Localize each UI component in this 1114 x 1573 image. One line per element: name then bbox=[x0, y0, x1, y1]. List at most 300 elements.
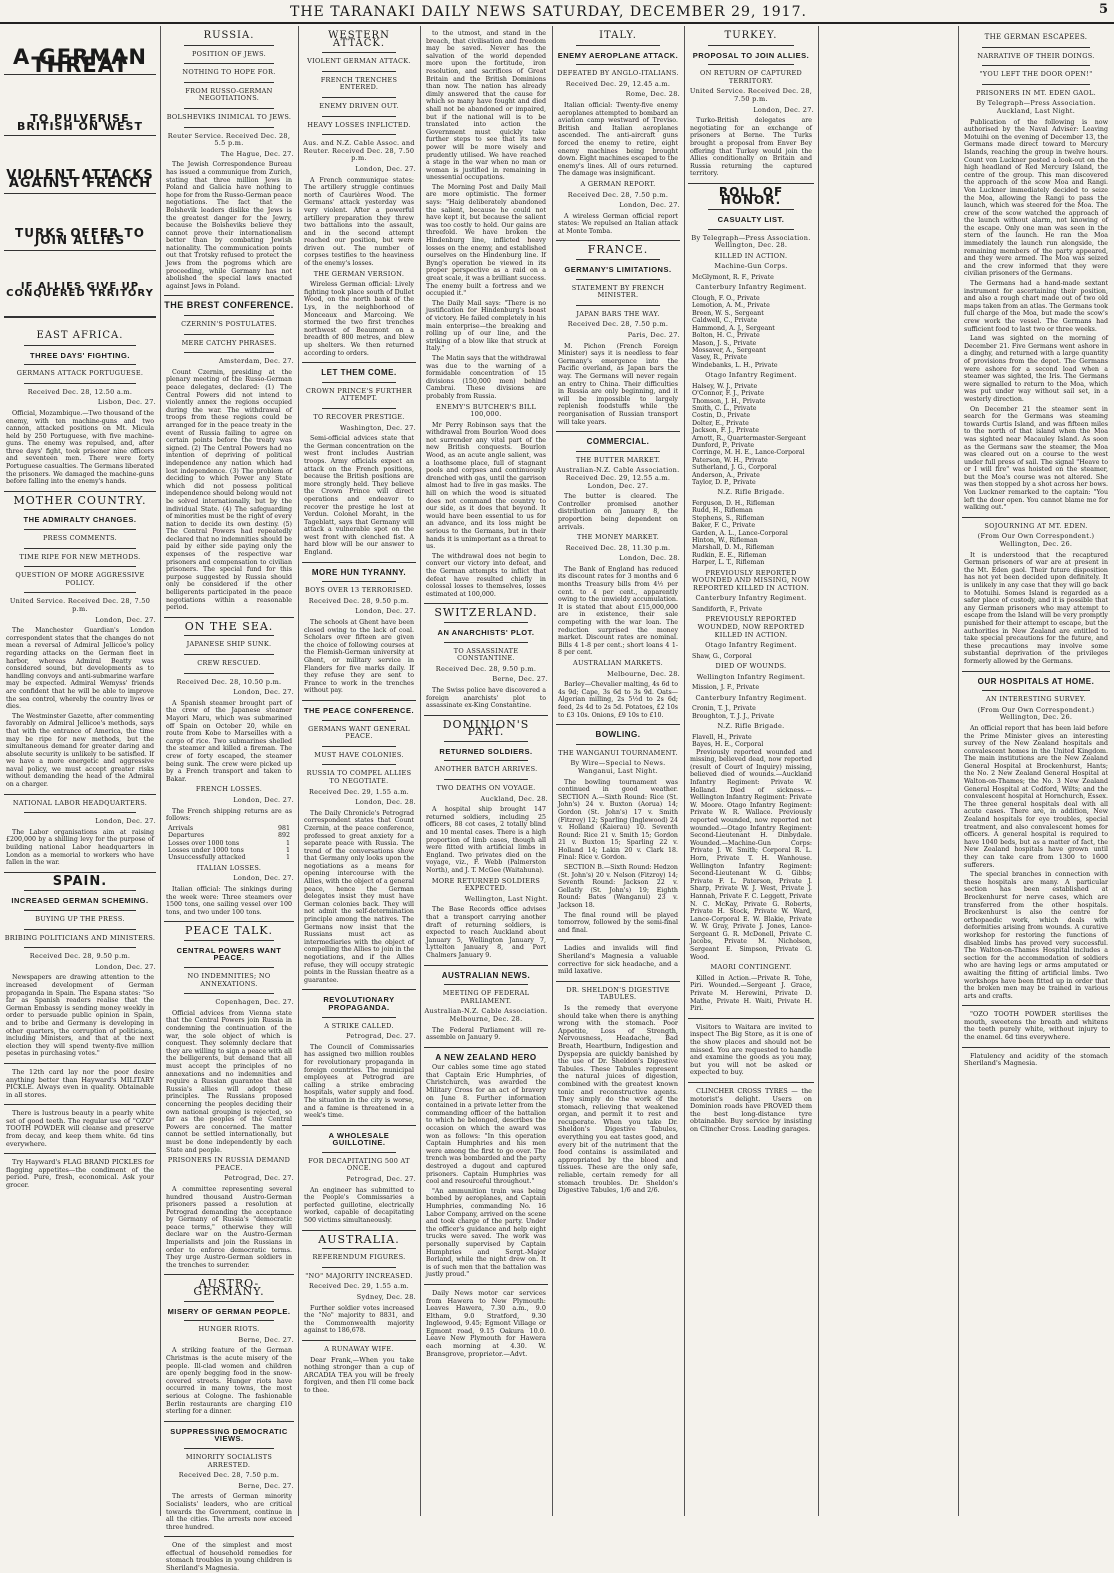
heading-roll-of-honor: ROLL OF HONOR. bbox=[718, 184, 784, 207]
column-4 bbox=[424, 26, 548, 1516]
dateline-place: Berne, Dec. 27. bbox=[492, 675, 548, 684]
list-item: Cronin, T. J., Private bbox=[692, 705, 756, 713]
list-item: Dolter, E., Private bbox=[692, 419, 749, 427]
heading-suppressing-views: SUPPRESSING DEMOCRATIC VIEWS. bbox=[170, 1426, 288, 1444]
article-text: SECTION B.—Sixth Round: Hedzon (St. John's) 20 v. Nelson (Fitzroy) 14; Seventh Round: Jackson 22 v. Gellatly (St. John's) 19; Eighth Round: Bates (Wanganui) 23 v. Jackson 18. bbox=[558, 864, 678, 910]
divider bbox=[556, 724, 680, 725]
article-text: Semi-official advices state that the German concentration on the west front includes Austrian troops. Army officials expect an attack on the French positions, because the British positions are more strongly held. They believe the Crown Prince will direct operations and endeavor to recover the prestige he lost at Verdun. Colonel Moraht, in the Tageblatt, says that Germany will attack a vulnerable spot on the west front with clenched fist. A hard blow will be our answer to England. bbox=[304, 435, 414, 557]
subheading: GERMANS ATTACK PORTUGUESE. bbox=[16, 369, 144, 378]
subheading: SOJOURNING AT MT. EDEN. bbox=[984, 521, 1088, 530]
advertisement: Visitors to Waitara are invited to inspect The Big Store, as it is one of the show places and should not be missed. You are requested to handle and examine the goods as you may, but you will not be asked or expected to buy. bbox=[690, 1022, 812, 1077]
subheading: GERMANY'S LIMITATIONS. bbox=[564, 265, 672, 275]
subheading: NOTHING TO HOPE FOR. bbox=[182, 68, 276, 77]
heading-german-escapees: THE GERMAN ESCAPEES. bbox=[984, 33, 1088, 41]
divider bbox=[184, 108, 274, 109]
heading-turkey: TURKEY. bbox=[724, 30, 778, 41]
divider bbox=[322, 408, 396, 409]
divider bbox=[322, 52, 396, 53]
list-item: Costin, D., Private bbox=[692, 412, 751, 420]
advertisement: Is the remedy that everyone should take when there is anything wrong with the stomach. Poor Appetite, Loss of Strength, Nervousness, Headache, Bad Breath, Heartburn, Indigestion and Dyspepsia are quickly banished by the use of Dr. Sheldon's Digestive Tabules. These Tabules represent the natural juices of digestion, combined with the greatest known tonic and reconstructive agents. They simply do the work of the stomach, relieving that weakened organ, and permit it to rest and recuperate. When you take Dr. Sheldon's Digestive Tabules, everything you eat tastes good, and every bit of the nutriment that the food contains is assimilated and appropriated by the blood and tissues. These are the only safe, reliable, certain remedy for all stomach troubles. Dr. Sheldon's Digestive Tabules, 1/6 and 2/6. bbox=[558, 1003, 678, 1195]
subheading: DIED OF WOUNDS. bbox=[715, 662, 787, 671]
dateline-place: London, Dec. 28. bbox=[619, 554, 680, 563]
subheading: MEETING OF FEDERAL PARLIAMENT. bbox=[442, 989, 530, 1005]
table-cell-value: 1 bbox=[285, 854, 290, 862]
heading-commercial: COMMERCIAL. bbox=[586, 437, 650, 447]
unit-name: Canterbury Infantry Regiment. bbox=[695, 283, 807, 292]
divider bbox=[184, 82, 274, 83]
heading-australian-news: AUSTRALIAN NEWS. bbox=[441, 970, 531, 980]
list-item: Mossaver, A., Sergeant bbox=[692, 346, 766, 354]
divider bbox=[576, 45, 660, 46]
divider bbox=[302, 989, 416, 990]
divider bbox=[24, 812, 136, 813]
headline-conquered-territory: IF ALLIES GIVE UP CONQUERED TRRITORY bbox=[6, 280, 154, 300]
article-text: The Base Records office advises that a transport carrying another draft of returning soldiers, is expected to reach Auckland about January 5, Wellington January 7, Lyttelton January 8, and Port Chalmers January 9. bbox=[426, 906, 546, 959]
subheading: VIOLENT GERMAN ATTACK. bbox=[307, 57, 411, 66]
article-text: An engineer has submitted to the People's Commissaries a perfected guillotine, electrically worked, capable of decapitating 500 victims simultaneously. bbox=[304, 1186, 414, 1225]
column-rule bbox=[298, 26, 299, 1516]
article-text: Previously reported wounded and missing, believed dead, now reported (result of Court of Inquiry) missing, believed died of wounds.—Auckland Infantry Regiment: Private W. Holland. Died of sickness.—Wellington Infantry Regiment: Private W. Moore. Otago Infantry Regiment: Private W. R. Wallace. Previously reported wounded, now reported not wounded.—Otago Infantry Regiment: Second-Lieutenant H. Dinbydale. Wounded.—Machine-Gun Corps: Private J. W. Smith; Corporal R. L. Horn, Private T. H. Wanhouse. Wellington Infantry Regiment: Second-Lieutenant W. G. Gibbs; Private F. L. Paterson, Private J. Sharp, Private W. J. West, Private J. Hannah, Private F. C. Leggett, Private N. C. McKay, Private G. Roberts, Private H. Stock, Private W. Ward, Lance-Corporal E. W. Blakie, Private W. W. Gray, Private J. Jones, Lance-Sergeant G. R. McDonell, Private C. Jacobs, Private M. Nicholson, Sergeant E. Simpson, Private G. Wood. bbox=[690, 748, 812, 961]
article-text: A striking feature of the German Christmas is the acute misery of the people. Ill-clad women and children are openly begging food in the snow-covered streets. Hunger riots have occurred in many towns, the most serious at Cologne. The fashionable Berlin restaurants are charging £10 sterling for a dinner. bbox=[166, 1347, 292, 1416]
article-text: M. Pichon (French Foreign Minister) says it is needless to fear Germany's emergence into the Pacific overland, as Japan bars the way. The Germans will never regain an entry to China. Their difficulties in Russia are only beginning, and it will be impossible to largely replenish foodstuffs while the reorganisation of Russian transport will take years. bbox=[558, 342, 678, 426]
list-item: Corringe, M. H. E., Lance-Corporal bbox=[692, 449, 805, 457]
article-text: A wireless German official report states: We repulsed an Italian attack at Monte Tomba. bbox=[558, 212, 678, 235]
subheading: CREW RESCUED. bbox=[197, 659, 261, 667]
dateline: Received Dec. 28, 9.50 p.m. bbox=[308, 596, 410, 605]
divider bbox=[708, 229, 794, 230]
subheading: PRISONERS IN RUSSIA DEMAND PEACE. bbox=[167, 1156, 291, 1172]
heading-switzerland: SWITZERLAND. bbox=[434, 606, 538, 620]
divider bbox=[576, 305, 660, 306]
divider bbox=[688, 183, 814, 184]
headline-german-threat: A GERMAN THREAT bbox=[12, 45, 148, 77]
dateline: United Service. Received Dec. 28, 7.50 p.m. bbox=[9, 597, 151, 613]
subheading: ANOTHER BATCH ARRIVES. bbox=[434, 765, 538, 774]
subheading: TIME RIPE FOR NEW METHODS. bbox=[19, 552, 141, 561]
masthead-title: THE TARANAKI DAILY NEWS SATURDAY, DECEMBER 29, 1917. bbox=[290, 4, 807, 20]
article-text: The Westminster Gazette, after commenting favorably on Admiral Jellicoe's methods, says that with the entrance of America, the time may be ripe for new methods, but the simultaneous demand for greater daring and absolute security is unlikely to be satisfied. If we have a more energetic and aggressive naval policy, we must accept greater risks without demanding the head of the Admiral on a charger. bbox=[6, 712, 154, 789]
heading-peace-conference: THE PEACE CONFERENCE. bbox=[303, 705, 415, 715]
subheading: BUYING UP THE PRESS. bbox=[35, 915, 125, 923]
shipping-returns-table bbox=[164, 825, 294, 862]
table-row bbox=[168, 825, 290, 832]
dateline: Received Dec. 28, 9.50 p.m. bbox=[29, 952, 131, 961]
subheading: DEFEATED BY ANGLO-ITALIANS. bbox=[557, 69, 679, 78]
dateline-place: The Hague, Dec. 27. bbox=[220, 149, 294, 158]
list-item: Arnott, R., Quartermaster-Sergeant bbox=[692, 434, 806, 442]
heading-brest-conference: THE BREST CONFERENCE. bbox=[164, 300, 294, 311]
divider bbox=[184, 1320, 274, 1321]
casualty-list bbox=[688, 653, 814, 660]
divider bbox=[322, 382, 396, 383]
divider bbox=[444, 779, 528, 780]
divider bbox=[982, 65, 1090, 66]
dateline-place: Lisbon, Dec. 27. bbox=[97, 398, 156, 407]
divider bbox=[982, 84, 1090, 85]
subheading: FRENCH TRENCHES ENTERED. bbox=[320, 75, 398, 92]
heading-nz-hero: A NEW ZEALAND HERO bbox=[435, 1052, 537, 1062]
divider bbox=[184, 352, 274, 353]
casualty-list bbox=[688, 606, 814, 613]
divider bbox=[576, 64, 660, 65]
dateline-place: London, Dec. 27. bbox=[95, 962, 156, 971]
divider bbox=[322, 116, 396, 117]
article-text: The Morning Post and Daily Mail are more optimistic. The former says: "Haig deliberately abandoned the salient, because he could not have kept it, but because the salient was too costly to hold. Our gains are threefold. We have broken the Hindenburg line, inflicted heavy losses on the enemy, and established ourselves on the Hindenburg line. If Byng's operation be viewed in its proper perspective as a raid on a great scale, it was a brilliant success. The enemy built a fortress and we occupied it." bbox=[426, 183, 546, 298]
unit-name: Otago Infantry Regiment. bbox=[705, 641, 797, 650]
dateline-place: London, Dec. 28. bbox=[355, 798, 416, 807]
unit-name: Canterbury Infantry Regiment. bbox=[695, 693, 807, 702]
dateline-place: (From Our Own Correspondent.) Wellington, Dec. 26. bbox=[977, 705, 1095, 722]
list-item: Breen, W. S., Sergeant bbox=[692, 309, 764, 317]
column-rule bbox=[552, 26, 553, 1516]
dateline: Received Dec. 28, 7.50 p.m. bbox=[178, 1471, 280, 1480]
heading-mother-country: MOTHER COUNTRY. bbox=[13, 493, 147, 507]
list-item: Mission, J. F., Private bbox=[692, 684, 760, 692]
divider bbox=[576, 744, 660, 745]
subheading: "YOU LEFT THE DOOR OPEN!" bbox=[979, 70, 1093, 79]
article-text: The schools at Ghent have been closed owing to the lack of coal. Scholars over fifteen are given the choice of following courses at the Flemish-German university at Ghent, or military service in Flanders for five marks daily. If they refuse they are sent to France to work in the trenches without pay. bbox=[304, 619, 414, 695]
unit-name: N.Z. Rifle Brigade. bbox=[717, 488, 785, 497]
article-text: Further soldier votes increased the "No" majority to 8831, and the Commonwealth majority against to 186,678. bbox=[304, 1304, 414, 1335]
dateline-place: Copenhagen, Dec. 27. bbox=[215, 998, 294, 1007]
list-item: Shaw, G., Corporal bbox=[692, 652, 752, 660]
subheading: HUNGER RIOTS. bbox=[198, 1325, 260, 1334]
list-item: Flavell, H., Private bbox=[692, 733, 752, 741]
subheading: THE BUTTER MARKET. bbox=[575, 455, 661, 464]
advertisement: CLINCHER CROSS TYRES — the motorist's delight. Users on Dominion roads have PROVED them the best long-distance tyre obtainable. Buy service by insisting on Clincher Cross. Leading garages. bbox=[690, 1086, 812, 1133]
dateline-place: London, Dec. 27. bbox=[233, 795, 294, 804]
dateline: Received Dec. 28, 10.50 p.m. bbox=[176, 677, 282, 686]
divider bbox=[444, 984, 528, 985]
advertisement: Ladies and invalids will find Sheriland's Magnesia a valuable corrective for sick headache, and a mild laxative. bbox=[558, 944, 678, 976]
dateline-place: London, Dec. 27. bbox=[355, 607, 416, 616]
dateline: Received Dec. 28, 9.50 p.m. bbox=[435, 664, 537, 673]
subheading: INCREASED GERMAN SCHEMING. bbox=[11, 896, 149, 906]
article-text: An official report that has been laid before the Prime Minister gives an interesting survey of the New Zealand hospitals and convalescent homes in the United Kingdom. The main institutions are the New Zealand General Hospital at Brockenhurst, Hants; the No. 2 New Zealand General Hospital at Walton-on-Thames; the No. 3 New Zealand General Hospital at Codford, Wilts; and the convalescent hospital at Hornchurch, Essex. The three general hospitals deal with all acute cases. There are, in addition, New Zealand hospitals for eye troubles, special treatment, and also convalescent homes for officers. A general hospital is required to have 1040 beds, but as a matter of fact, the New Zealand hospitals have grown until they can take care from 1300 to 1600 sufferers. bbox=[964, 724, 1108, 869]
article-text: Turko-British delegates are negotiating for an exchange of prisoners at Berne. The Turks brought a proposal from Enver Bey offering that Turkey would join the Allies conditionally on Britain and Russia returning the captured territory. bbox=[690, 117, 812, 178]
subheading: MERE CATCHY PHRASES. bbox=[181, 338, 277, 347]
article-text: Italian official: Twenty-five enemy aeroplanes attempted to bombard an aviation camp westward of Treviso. British and Italian aeroplanes ascended. The anti-aircraft guns forced the enemy to retire, eight enemy machines being brought down. Eight machines escaped to the enemy's lines. All of ours returned. The damage was insignificant. bbox=[558, 101, 678, 178]
advertisement: There is lustrous beauty in a pearly white set of good teeth. The regular use of "OZO" TOOTH POWDER will cleanse and preserve from decay, and keep them white. 6d tins everywhere. bbox=[6, 1109, 154, 1148]
divider bbox=[556, 981, 680, 982]
divider bbox=[164, 1274, 294, 1275]
dateline: Reuter Service. Received Dec. 28, 5.5 p.m. bbox=[167, 131, 291, 148]
article-text: The arrests of German minority Socialists' leaders, who are critical towards the Government, continue in all the cities. The arrests now exceed three hundred. bbox=[166, 1493, 292, 1531]
list-item: Broughton, T. J. J., Private bbox=[692, 712, 775, 720]
dateline: Aus. and N.Z. Cable Assoc. and Reuter. Received Dec. 28, 7.50 p.m. bbox=[303, 139, 415, 163]
advertisement: Try Hayward's FLAG BRAND PICKLES for flagging appetites—the condiment of the period. Pure, fresh, economical. Ask your grocer. bbox=[6, 1158, 154, 1190]
advertisement: Flatulency and acidity of the stomach Sheriland's Magnesia. bbox=[964, 1051, 1108, 1068]
subheading: CASUALTY LIST. bbox=[717, 215, 785, 225]
column-6 bbox=[688, 26, 814, 1516]
heading-peace-talk: PEACE TALK. bbox=[184, 924, 274, 938]
list-item: Thomson, J. H., Private bbox=[692, 397, 766, 405]
subheading: MUST HAVE COLONIES. bbox=[314, 750, 404, 759]
dateline-place: (From Our Own Correspondent.) Wellington, Dec. 26. bbox=[977, 532, 1095, 549]
list-item: Stephens, S., Rifleman bbox=[692, 514, 765, 522]
subheading: RUSSIA TO COMPEL ALLIES TO NEGOTIATE. bbox=[306, 769, 412, 785]
dateline-place: Petrograd, Dec. 27. bbox=[224, 1174, 294, 1183]
article-text: A hospital ship brought 147 returned soldiers, including 25 officers, 88 cot cases, 2 totally blind and 10 mental cases. There is a high proportion of limb cases, though all were fitted with artificial limbs in England. Two privates died on the voyage, viz., F. Webb (Palmerston North), and J. T. McGee (Waitahuna). bbox=[426, 806, 546, 874]
divider bbox=[576, 279, 660, 280]
article-text: The Manchester Guardian's London correspondent states that the changes do not mean a reversal of Admiral Jellicoe's policy regarding attacks on the German fleet in harbor, whereas Admiral Beatty was considered sound, but developments as to handling convoys and anti-submarine warfare may be expected. Admiral Wemyss' friends are confident that he will be able to improve the sea control, whereby the country lives or dies. bbox=[6, 627, 154, 711]
divider bbox=[556, 939, 680, 940]
article-text: The butter is cleared. The Controller promised another distribution on January 8, the proportion being dependent on arrivals. bbox=[558, 493, 678, 531]
divider bbox=[322, 764, 396, 765]
divider bbox=[4, 1153, 156, 1154]
table-row bbox=[168, 832, 290, 839]
subheading: NARRATIVE OF THEIR DOINGS. bbox=[977, 51, 1095, 60]
dateline-place: London, Dec. 27. bbox=[233, 688, 294, 697]
divider bbox=[424, 965, 548, 966]
dateline-place: London, Dec. 27. bbox=[233, 874, 294, 883]
divider bbox=[302, 700, 416, 701]
article-text: A committee representing several hundred thousand Austro-German prisoners passed a resolution at Petrograd demanding the acceptance by Germany of Russia's "democratic peace terms," otherwise they will declare war on the Austro-German Imperialists and join the Russians in order to enforce democratic terms. They urge Austro-German soldiers in the trenches to surrender. bbox=[166, 1185, 292, 1269]
advertisement: Daily News motor car services from Hawera to New Plymouth: Leaves Hawera, 7.30 a.m., 9.0 Eltham, 9.0 Stratford, 9.30 Inglewood, 9.45; Egmont Village or Egmont road, 9.15 Oakura 10.0. Leave New Plymouth for Hawera each morning at 4.30. W. Bransgrove, proprietor.—Advt. bbox=[426, 1288, 546, 1358]
divider bbox=[164, 617, 294, 618]
table-cell-label: Arrivals bbox=[168, 824, 194, 832]
list-item: Anderson, A., Private bbox=[692, 471, 760, 479]
page-number: 5 bbox=[1098, 2, 1108, 17]
list-item: Lemotion, A. M., Private bbox=[692, 302, 770, 310]
article-text: The Federal Parliament will re-assemble on January 9. bbox=[426, 1026, 546, 1042]
subheading: CROWN PRINCE'S FURTHER ATTEMPT. bbox=[305, 386, 413, 403]
divider bbox=[302, 1125, 416, 1126]
divider bbox=[322, 720, 396, 721]
divider bbox=[24, 509, 136, 510]
subheading: ENEMY'S BUTCHER'S BILL 100,000. bbox=[435, 402, 537, 419]
unit-name: Otago Infantry Regiment. bbox=[705, 371, 797, 380]
divider bbox=[184, 127, 274, 128]
divider bbox=[444, 642, 528, 643]
divider bbox=[184, 654, 274, 655]
casualty-list bbox=[688, 734, 814, 749]
divider bbox=[184, 635, 274, 636]
subheading: MORE RETURNED SOLDIERS EXPECTED. bbox=[431, 876, 541, 893]
subheading: A RUNAWAY WIFE. bbox=[324, 1344, 394, 1353]
list-item: Marshall, D. M., Rifleman bbox=[692, 544, 775, 552]
divider bbox=[424, 1047, 548, 1048]
heading-revolutionary-propaganda: REVOLUTIONARY PROPAGANDA. bbox=[323, 995, 395, 1012]
table-cell-value: 892 bbox=[277, 832, 290, 840]
subheading: AUSTRALIAN MARKETS. bbox=[572, 659, 664, 667]
divider bbox=[322, 71, 396, 72]
list-item: O'Connor, F. J., Private bbox=[692, 390, 764, 398]
divider bbox=[24, 383, 136, 384]
subheading: PRISONERS IN MT. EDEN GAOL. bbox=[975, 88, 1097, 97]
divider bbox=[4, 1104, 156, 1105]
dateline-place: By Wire—Special to News. Wanganui, Last Night. bbox=[570, 759, 666, 775]
table-cell-value: 981 bbox=[277, 824, 290, 832]
article-text: Official advices from Vienna state that the Central Powers join Russia in condemning the continuation of the war, the sole object of which is conquest. They solemnly declare that they are willing to sign a peace with all the belligerents, but demand that all must accept the principles of no annexations and no indemnities and require a Russian guarantee that all Russia's allies will adopt these principles. The Russians proposed concerning the peoples deciding their own national grouping is rejected, so far as the peoples of the Central Powers are concerned. The matter cannot be settled internationally, but must be done independently by each State and people. bbox=[166, 1009, 292, 1154]
column-7 bbox=[962, 26, 1110, 1516]
divider bbox=[302, 362, 416, 363]
divider bbox=[24, 364, 136, 365]
unit-name: N.Z. Rifle Brigade. bbox=[717, 722, 785, 731]
dateline-place: London, Dec. 27. bbox=[753, 105, 814, 114]
dateline: Received Dec. 28, 7.50 p.m. bbox=[567, 190, 669, 199]
subheading: TO RECOVER PRESTIGE. bbox=[313, 412, 405, 421]
divider bbox=[4, 794, 156, 795]
divider bbox=[24, 529, 136, 530]
subheading: A STRIKE CALLED. bbox=[324, 1021, 394, 1030]
divider bbox=[4, 316, 156, 318]
subheading: RETURNED SOLDIERS. bbox=[439, 746, 533, 756]
table-cell-value: 1 bbox=[285, 839, 290, 847]
unit-name: Machine-Gun Corps. bbox=[714, 262, 788, 271]
divider bbox=[962, 517, 1110, 518]
divider bbox=[184, 993, 274, 994]
divider bbox=[708, 45, 794, 46]
column-rule bbox=[160, 26, 161, 1516]
subheading: ENEMY AEROPLANE ATTACK. bbox=[557, 50, 679, 60]
subheading: A GERMAN REPORT. bbox=[580, 179, 656, 188]
article-text: "An ammunition train was being bombed by aeroplanes, and Captain Humphries, commanding No. 16 Labor Company, arrived on the scene and took charge of the party. Under the officer's guidance and help eight trucks were saved. The work was personally supervised by Captain Humphries and Sergt.-Major Borland, while the night drew on. It is of such men that the battalion was justly proud." bbox=[426, 1187, 546, 1279]
heading-italy: ITALY. bbox=[599, 30, 637, 41]
subheading: CZERNIN'S POSTULATES. bbox=[181, 320, 277, 329]
list-item: Halsey, W. J., Private bbox=[692, 382, 758, 390]
column-3 bbox=[302, 26, 416, 1516]
subheading: "NO" MAJORITY INCREASED. bbox=[305, 1271, 413, 1280]
list-item: Paterson, W. H., Private bbox=[692, 456, 768, 464]
subheading: POSITION OF JEWS. bbox=[191, 49, 267, 58]
table-cell-label: Unsuccessfully attacked bbox=[168, 854, 246, 862]
dateline-place: London, Dec. 27. bbox=[95, 817, 156, 826]
article-text: The Swiss police have discovered a foreign anarchists' plot to assassinate ex-King Constantine. bbox=[426, 686, 546, 710]
list-item: Rudd, H., Rifleman bbox=[692, 507, 753, 515]
advertisement: "OZO TOOTH POWDER sterilises the mouth, sweetens the breath and whitens the teeth purely white, without injury to the enamel. 6d tins everywhere. bbox=[964, 1010, 1108, 1042]
casualty-list bbox=[688, 500, 814, 567]
list-item: Baker, F. C., Private bbox=[692, 522, 756, 530]
subheading: HEAVY LOSSES INFLICTED. bbox=[307, 120, 411, 129]
divider bbox=[184, 673, 274, 674]
dateline-place: By Telegraph—Press Association. Auckland, Last Night. bbox=[976, 99, 1096, 115]
dateline: Received Dec. 29, 1.55 a.m. bbox=[308, 787, 410, 796]
article-text: The bowling tournament was continued in good weather. SECTION A.—Sixth Round: Rice (St. John's) 24 v. Buxton (Aorua) 14; Gordon (St. John's) 17 v. Smith (Fitzroy) 12; Sparling (Inglewood) 24 v. Holland (Kaierau) 10. Seventh Round: Rice 21 v. Smith 15; Gordon 21 v. Buxton 15; Sparling 22 v. Holland 14; Lakin 20 v. Clark 18. Final: Rice v. Gordon. bbox=[558, 778, 678, 862]
column-rule bbox=[818, 26, 819, 1516]
dateline: Received Dec. 28, 12.50 a.m. bbox=[27, 387, 133, 396]
unit-name: Wellington Infantry Regiment. bbox=[696, 672, 806, 681]
divider bbox=[322, 746, 396, 747]
article-text: Wireless German official: Lively fighting took place south of Dullet Wood, on the north bank of the Lys, in the neighborhood of Monceaux and Marcoing. We stormed the two first trenches northwest of Beaumont on a breadth of 800 metres, and blew up shelters. We then returned according to orders. bbox=[304, 281, 414, 357]
divider bbox=[424, 603, 548, 604]
heading-east-africa: EAST AFRICA. bbox=[36, 329, 124, 341]
table-cell-label: Losses under 1000 tons bbox=[168, 846, 244, 854]
heading-australia: AUSTRALIA. bbox=[318, 1232, 400, 1246]
divider bbox=[322, 97, 396, 98]
list-item: Hammond, A. J., Sergeant bbox=[692, 324, 775, 332]
column-rule bbox=[958, 26, 959, 1516]
divider bbox=[24, 929, 136, 930]
divider bbox=[444, 741, 528, 742]
heading-our-hospitals: OUR HOSPITALS AT HOME. bbox=[977, 676, 1095, 686]
divider bbox=[4, 250, 156, 251]
headline-violent-attacks: VIOLENT ATTACKS AGAINST FRENCH bbox=[6, 168, 154, 191]
list-item: Bolton, H. C., Private bbox=[692, 332, 760, 340]
divider bbox=[322, 581, 396, 582]
column-2 bbox=[164, 26, 294, 1573]
list-item: Taylor, D. P., Private bbox=[692, 479, 756, 486]
divider bbox=[322, 1017, 396, 1018]
divider bbox=[322, 1248, 396, 1249]
dateline: Received Dec. 28, 11.30 p.m. bbox=[565, 543, 671, 552]
headline-turks-offer: TURKS OFFER TO JOIN ALLIES bbox=[15, 225, 145, 248]
divider bbox=[184, 45, 274, 46]
dateline-place: Sydney, Dec. 28. bbox=[356, 1293, 416, 1301]
column-1 bbox=[4, 26, 156, 1516]
column-rule bbox=[420, 26, 421, 1516]
divider bbox=[962, 1047, 1110, 1048]
divider bbox=[4, 872, 156, 873]
divider bbox=[424, 715, 548, 716]
divider bbox=[164, 1421, 294, 1422]
subheading: JAPANESE SHIP SUNK. bbox=[186, 640, 272, 649]
subheading: TO ASSASSINATE CONSTANTINE. bbox=[453, 646, 519, 663]
divider bbox=[302, 562, 416, 563]
subheading: NO INDEMNITIES; NO ANNEXATIONS. bbox=[187, 972, 271, 988]
divider bbox=[24, 890, 136, 891]
list-item: Vasey, R., Private bbox=[692, 354, 747, 362]
article-text: The Germans had a hand-made sextant instrument for ascertaining their position, and also a rough chart made out of two old maps taken from an atlas. The Germans took full charge of the Moa, but made the scow's crew work the vessel. The Germans had sufficient food to last two or three weeks. bbox=[964, 280, 1108, 333]
casualty-list bbox=[688, 684, 814, 691]
column-5 bbox=[556, 26, 680, 1516]
article-text: The special branches in connection with these hospitals are many. A particular section has been established at Brockenhurst for nerve cases, which are transferred from the other hospitals. Brockenhurst is also the centre for orthopaedic work, which deals with deformities arising from wounds. A curative workshop for restoring the functions of disabled limbs has proved very successful. The Walton-on-Thames Hospital includes a section for the accommodation of soldiers who are having legs or arms amputated or awaiting the fitting of artificial limbs. Two workshops have been fitted up in order that the broken men may be trained in various arts and crafts. bbox=[964, 871, 1108, 1000]
divider bbox=[184, 967, 274, 968]
dateline-place: London, Dec. 27. bbox=[355, 164, 416, 173]
subheading: THE WANGANUI TOURNAMENT. bbox=[558, 748, 678, 757]
dateline-place: Petrograd, Dec. 27. bbox=[346, 1032, 416, 1041]
subheading: NATIONAL LABOR HEADQUARTERS. bbox=[12, 798, 148, 807]
table-cell-label: Departures bbox=[168, 832, 205, 840]
list-item: Smith, C. L., Private bbox=[692, 404, 757, 412]
heading-let-them-come: LET THEM COME. bbox=[321, 368, 397, 378]
heading-western-attack: WESTERN ATTACK. bbox=[328, 30, 390, 49]
dateline: United Service. Received Dec. 28, 7.50 p.m. bbox=[689, 87, 813, 103]
article-text: It is understood that the recaptured German prisoners of war are at present in the Mt. Eden gaol. Their future disposition has not yet been decided upon definitely. It is unlikely in any case that they will go back to Motuihi. Somes Island is regarded as a safer place of custody, and it is possible that any German prisoners who may attempt to escape from the Island will be very promptly punished for their attempt to escape, but the authorities in New Zealand are entitled to take special precautions for the future, and these precautions may involve some substantial deprivation of the privileges formerly allowed by the Germans. bbox=[964, 551, 1109, 665]
list-item: Sandiforth, F., Private bbox=[692, 606, 763, 614]
list-item: Bayes, H. E., Corporal bbox=[692, 741, 764, 749]
article-text: The Daily Mail says: "There is no justification for Hindenburg's boast of victory. He failed completely in his main enterprise—the breaking and rolling up of our line, and the striking of a blow like that struck at Italy." bbox=[426, 299, 546, 353]
divider bbox=[164, 921, 294, 922]
masthead bbox=[0, 0, 1114, 24]
divider bbox=[576, 259, 660, 260]
subheading: PREVIOUSLY REPORTED WOUNDED AND MISSING, NOW REPORTED KILLED IN ACTION. bbox=[691, 568, 811, 592]
article-text: The Bank of England has reduced its discount rates for 3 months and 6 months Treasury bills from 4½ per cent. to 4 per cent., apparently owing to the unwieldy accumulation. It is stated that about £15,000,000 are in existence, their sale competing with the war loan. The reduction surprised the money market. Discount rates are nominal. Bills 4 1-8 per cent.; short loans 4 1-8 per cent. bbox=[558, 565, 678, 657]
divider bbox=[708, 209, 794, 210]
table-cell-label: Losses over 1000 tons bbox=[168, 839, 240, 847]
subheading: BOLSHEVIKS INIMICAL TO JEWS. bbox=[166, 112, 292, 121]
divider bbox=[184, 334, 274, 335]
divider bbox=[302, 1230, 416, 1231]
article-text: Publication of the following is now authorised by the Naval Adviser: Leaving Motuihi on the evening of December 13, the Germans made direct toward to Mercury Islands, reaching the group in twelve hours. Count von Luckner posted a look-out on the high headland of Red Mercury Island, the centre of the group. This man discovered the approach of the scow Moa and Rangi. Von Luckner immediately decided to seize the Moa, allowing the Rangi to pass the launch, which was steered for the Moa. The crew of the scow watched the approach of the launch without alarm, not knowing of the escape. Only one man was seen in the stern of the launch. He ran the Moa immediately the launch run alongside, the remaining members of the party appeared, and they were armed. The Moa was seized and the crew informed that they were civilian prisoners of the Germans. bbox=[964, 118, 1108, 278]
list-item: Jackson, F. J., Private bbox=[692, 427, 759, 435]
article-text: The Jewish Correspondence Bureau has issued a communique from Zurich, stating that three million Jews in Poland and Galicia have nothing to hope for from the Russo-German peace negotiations. The fact that the Bolshevik leaders dislike the Jews is the greatest danger for the Jewry, because the Bolsheviks believe they cannot prove their internationalism better than by combating Jewish nationality. The communication points out that Trotsky refused to protect the Jews from the pogroms which are proceeding, while Germany has not abolished the special laws enacted against Jews in Poland. bbox=[166, 161, 292, 290]
heading-wholesale-guillotine: A WHOLESALE GUILLOTINE. bbox=[328, 1130, 390, 1148]
subheading: ENEMY DRIVEN OUT. bbox=[319, 101, 399, 110]
divider bbox=[164, 1536, 294, 1537]
heading-france: FRANCE. bbox=[587, 243, 649, 257]
divider bbox=[184, 315, 274, 316]
subheading: QUESTION OF MORE AGGRESSIVE POLICY. bbox=[15, 571, 145, 587]
article-text: A French communique states: The artillery struggle continues north of Caurières Wood. The Germans' attack yesterday was very violent. After a powerful artillery preparation they threw two battalions into the assault, and in the second attempt reached our position, but were driven out. The number of corpses testifies to the heaviness of the enemy's losses. bbox=[304, 176, 414, 268]
subheading: THE MONEY MARKET. bbox=[577, 533, 659, 542]
article-text: The French shipping returns are as follows: bbox=[166, 807, 292, 823]
article-text: Barley—Chevalier malting, 4s 6d to 4s 9d; Cape, 3s 6d to 3s 9d. Oats—Algerian milling, 2s 5½d to 2s 6d; feed, 2s 4d to 2s 5d. Potatoes, £2 10s to £3 10s. Onions, £9 10s to £10. bbox=[558, 681, 678, 719]
heading-austro-germany: AUSTRO-GERMANY. bbox=[193, 1277, 265, 1299]
subheading: CENTRAL POWERS WANT PEACE. bbox=[176, 945, 282, 963]
divider bbox=[184, 63, 274, 64]
divider bbox=[24, 592, 136, 593]
